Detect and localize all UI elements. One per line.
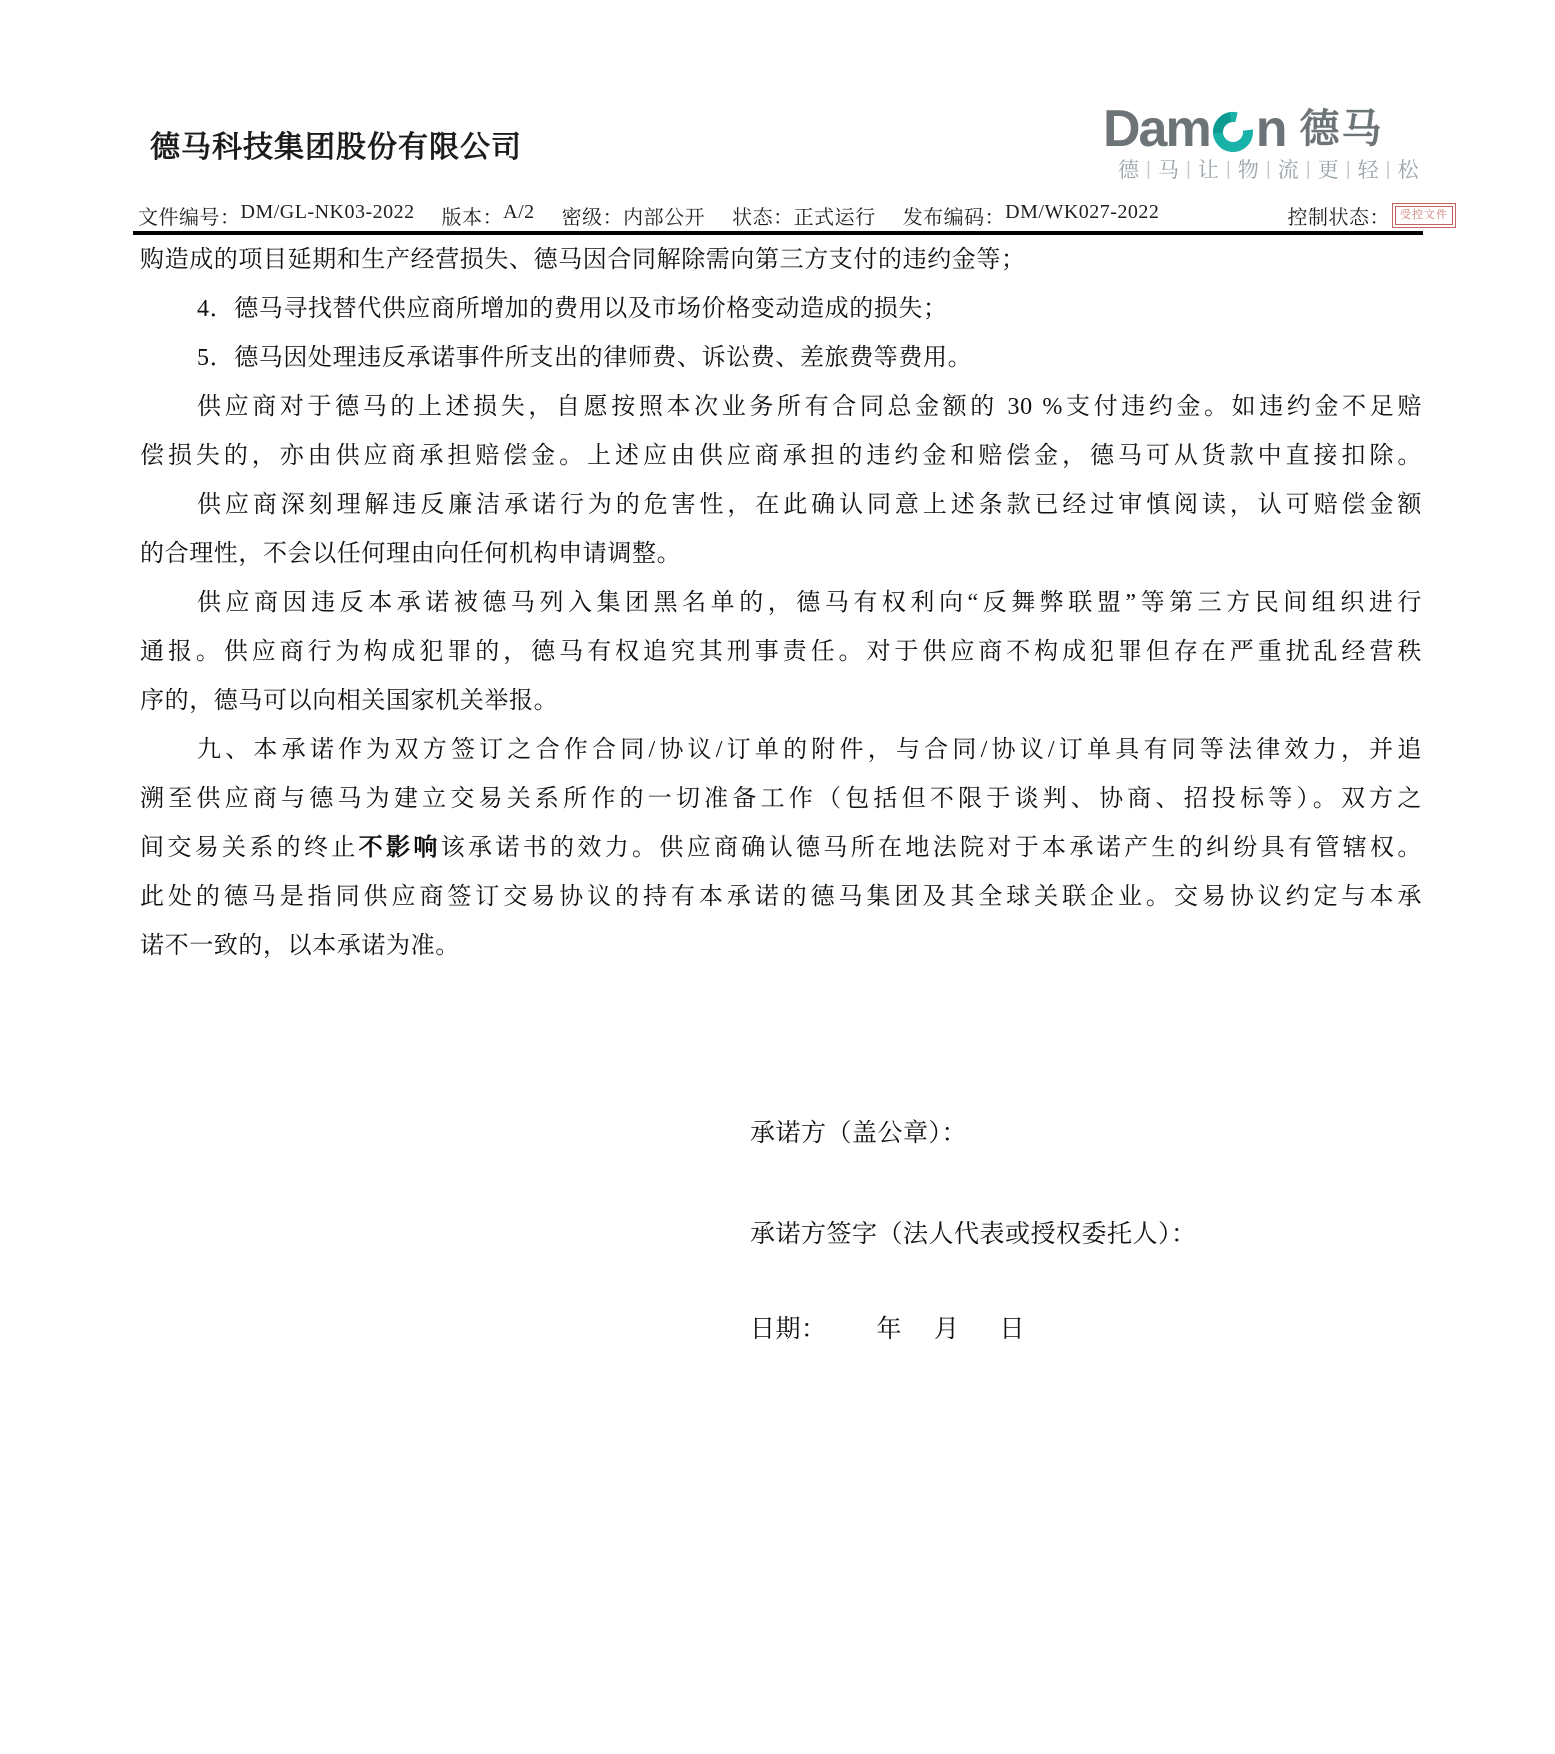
meta-value: A/2 <box>503 201 535 223</box>
text-run: 间交易关系的终止 <box>140 835 359 861</box>
body-line <box>140 775 1422 824</box>
meta-field <box>562 201 706 230</box>
text-run: 的合理性，不会以任何理由向任何机构申请调整。 <box>140 541 682 567</box>
tagline-char: 更 <box>1317 159 1339 182</box>
tagline-separator: | <box>1146 159 1151 180</box>
text-run: 偿损失的，亦由供应商承担赔偿金。上述应由供应商承担的违约金和赔偿金，德马可从货款中直接扣除。 <box>140 443 1422 469</box>
meta-field <box>732 201 876 230</box>
date-label: 日期： <box>750 1316 827 1343</box>
text-run: 诺不一致的，以本承诺为准。 <box>140 933 460 959</box>
signature-seal-line: 承诺方（盖公章）： <box>750 1120 968 1147</box>
meta-value: DM/WK027-2022 <box>1005 201 1160 223</box>
date-month: 月 <box>934 1316 960 1343</box>
meta-value: DM/GL-NK03-2022 <box>240 201 415 223</box>
tagline-separator: | <box>1305 159 1311 180</box>
body-line <box>140 383 1422 432</box>
meta-label: 文件编号： <box>138 207 241 229</box>
meta-field <box>138 201 415 230</box>
body-line <box>140 481 1422 530</box>
body-line <box>140 677 1422 726</box>
signature-date-line <box>750 1315 1025 1345</box>
logo-tagline <box>1118 160 1419 181</box>
text-run: 供应商对于德马的上述损失，自愿按照本次业务所有合同总金额的 30 %支付违约金。如违约金不足赔 <box>197 394 1422 420</box>
body-line <box>140 334 1422 383</box>
meta-field <box>442 201 535 230</box>
body-line <box>140 530 1422 579</box>
body-line <box>140 726 1422 775</box>
damon-logo <box>1103 100 1384 158</box>
header-rule <box>133 231 1423 235</box>
tagline-separator: | <box>1385 159 1391 180</box>
body-line <box>140 922 1422 971</box>
text-run: 溯至供应商与德马为建立交易关系所作的一切准备工作（包括但不限于谈判、协商、招投标等）。双方之 <box>140 786 1422 812</box>
meta-field <box>903 201 1160 230</box>
meta-row <box>138 201 1456 230</box>
text-run: 该承诺书的效力。供应商确认德马所在地法院对于本承诺产生的纠纷具有管辖权。 <box>440 835 1422 861</box>
tagline-separator: | <box>1265 159 1271 180</box>
tagline-separator: | <box>1345 159 1351 180</box>
body-line <box>140 873 1422 922</box>
damon-wordmark-right: n <box>1255 100 1286 158</box>
meta-label: 状态： <box>732 207 794 229</box>
bold-text-run: 不影响 <box>358 835 441 861</box>
company-title: 德马科技集团股份有限公司 <box>150 131 522 164</box>
damon-o-icon <box>1211 106 1255 156</box>
tagline-char: 德 <box>1118 159 1139 182</box>
tagline-separator: | <box>1185 159 1191 180</box>
text-run: 通报。供应商行为构成犯罪的，德马有权追究其刑事责任。对于供应商不构成犯罪但存在严重扰乱经营秩 <box>140 639 1422 665</box>
control-stamp-text: 受控文件 <box>1395 206 1453 225</box>
meta-field <box>1288 201 1391 230</box>
body-line <box>140 236 1422 285</box>
text-run: 4．德马寻找替代供应商所增加的费用以及市场价格变动造成的损失； <box>197 296 948 322</box>
text-run: 序的，德马可以向相关国家机关举报。 <box>140 688 559 714</box>
body-line <box>140 824 1422 873</box>
meta-fields <box>138 201 1390 230</box>
tagline-char: 轻 <box>1357 159 1379 182</box>
damon-cn-name: 德马 <box>1299 107 1384 151</box>
meta-label: 发布编码： <box>902 207 1006 229</box>
text-run: 购造成的项目延期和生产经营损失、德马因合同解除需向第三方支付的违约金等； <box>140 247 1026 273</box>
body-line <box>140 628 1422 677</box>
text-run: 供应商因违反本承诺被德马列入集团黑名单的，德马有权利向“反舞弊联盟”等第三方民间组织进行 <box>197 590 1422 616</box>
body-line <box>140 285 1422 334</box>
tagline-separator: | <box>1225 159 1231 180</box>
date-day: 日 <box>999 1316 1026 1343</box>
text-run: 九、本承诺作为双方签订之合作合同/协议/订单的附件，与合同/协议/订单具有同等法律效力，并追 <box>197 737 1422 763</box>
meta-label: 版本： <box>441 207 504 229</box>
tagline-char: 松 <box>1397 159 1419 182</box>
document-body <box>140 236 1422 971</box>
damon-wordmark <box>1103 100 1286 158</box>
text-run: 供应商深刻理解违反廉洁承诺行为的危害性，在此确认同意上述条款已经过审慎阅读，认可赔偿金额 <box>197 492 1422 518</box>
tagline-char: 让 <box>1197 159 1219 182</box>
body-line <box>140 579 1422 628</box>
meta-label: 密级： <box>561 207 624 229</box>
text-run: 此处的德马是指同供应商签订交易协议的持有本承诺的德马集团及其全球关联企业。交易协议约定与本承 <box>140 884 1422 910</box>
meta-label: 控制状态： <box>1287 207 1390 229</box>
tagline-char: 流 <box>1277 159 1299 182</box>
body-line <box>140 432 1422 481</box>
control-stamp <box>1392 203 1456 228</box>
signature-sign-line: 承诺方签字（法人代表或授权委托人）： <box>750 1221 1197 1248</box>
date-year: 年 <box>876 1316 903 1343</box>
text-run: 5．德马因处理违反承诺事件所支出的律师费、诉讼费、差旅费等费用。 <box>197 345 973 371</box>
damon-wordmark-left: Dam <box>1103 100 1210 158</box>
meta-value: 内部公开 <box>623 207 706 229</box>
tagline-char: 马 <box>1157 159 1179 182</box>
tagline-char: 物 <box>1237 159 1259 182</box>
meta-value: 正式运行 <box>793 207 876 229</box>
